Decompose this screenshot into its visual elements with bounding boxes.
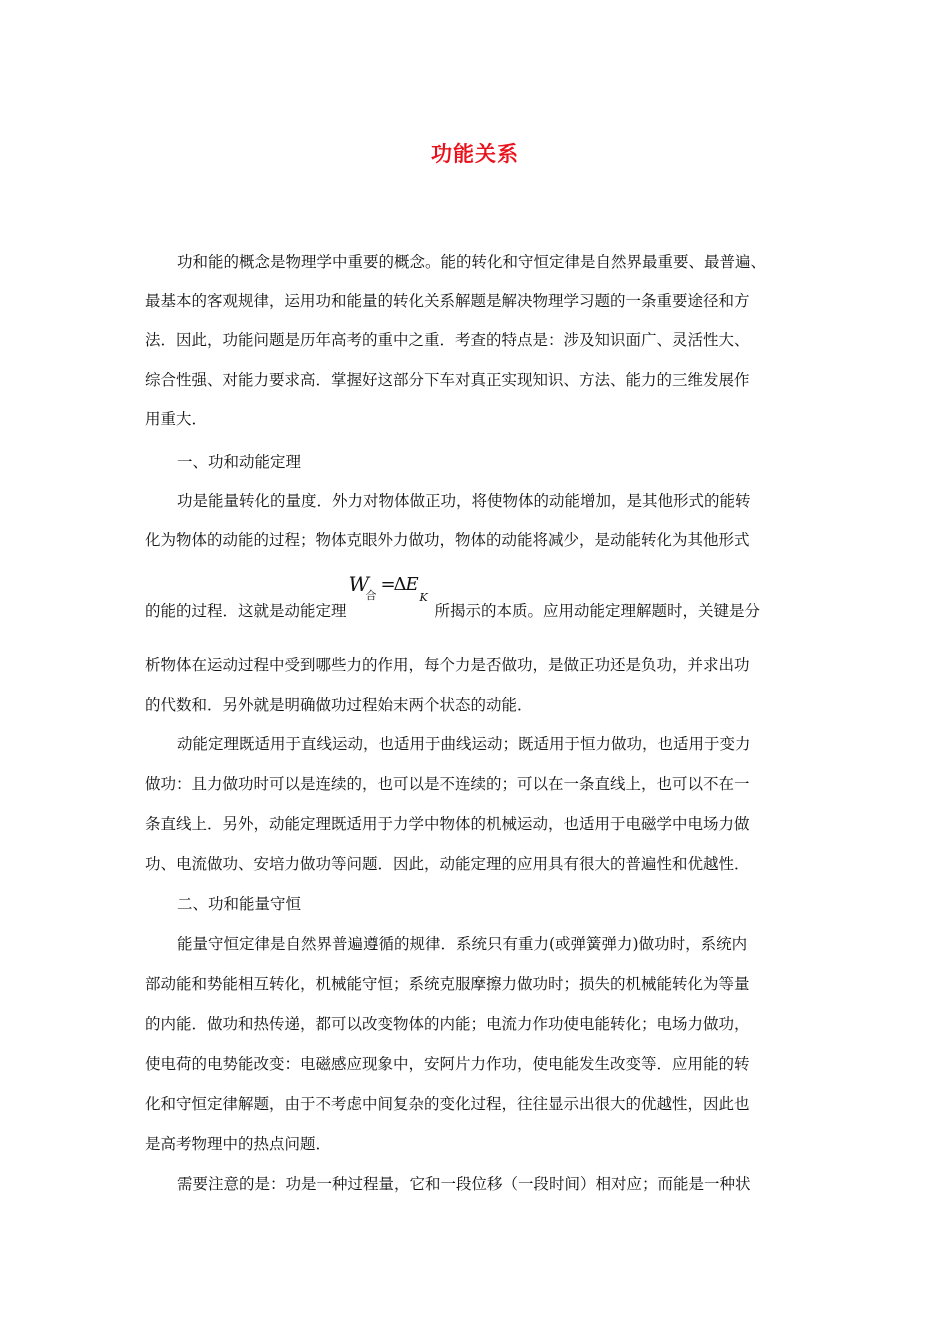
paragraph-line: 的代数和．另外就是明确做功过程始末两个状态的动能．: [145, 696, 533, 714]
paragraph-line: 是高考物理中的热点问题．: [145, 1135, 332, 1153]
formula-equals: =: [380, 574, 396, 595]
section-heading: 一、功和动能定理: [177, 453, 302, 471]
formula-line: [145, 572, 761, 621]
paragraph-line: 最基本的客观规律，运用功和能量的转化关系解题是解决物理学习题的一条重要途径和方: [145, 292, 750, 310]
formula-subscript-k: K: [419, 591, 428, 604]
kinetic-energy-theorem-formula: [347, 572, 435, 616]
paragraph-line: 需要注意的是：功是一种过程量，它和一段位移（一段时间）相对应；而能是一种状: [177, 1175, 751, 1193]
paragraph-line: 析物体在运动过程中受到哪些力的作用，每个力是否做功，是做正功还是负功，并求出功: [145, 656, 750, 674]
formula-e: E: [405, 574, 419, 595]
formula-subscript-net: 合: [365, 589, 377, 602]
formula-w: W: [348, 572, 370, 596]
paragraph-line: 做功：且力做功时可以是连续的，也可以是不连续的；可以在一条直线上，也可以不在一: [145, 775, 750, 793]
paragraph-line: 条直线上．另外，动能定理既适用于力学中物体的机械运动，也适用于电磁学中电场力做: [145, 815, 750, 833]
paragraph-line: 功和能的概念是物理学中重要的概念。能的转化和守恒定律是自然界最重要、最普遍、: [177, 253, 767, 271]
paragraph-line: 用重大．: [145, 410, 208, 428]
paragraph-line: 使电荷的电势能改变：电磁感应现象中，安阿片力作功，使电能发生改变等．应用能的转: [145, 1055, 750, 1073]
paragraph-text: 所揭示的本质。应用动能定理解题时，关键是分: [434, 602, 761, 620]
section-heading: 二、功和能量守恒: [177, 895, 302, 913]
paragraph-line: 部动能和势能相互转化，机械能守恒；系统克服摩擦力做功时；损失的机械能转化为等量: [145, 975, 750, 993]
paragraph-line: 的内能．做功和热传递，都可以改变物体的内能；电流力作功使电能转化；电场力做功，: [145, 1015, 750, 1033]
paragraph-line: 功、电流做功、安培力做功等问题．因此，动能定理的应用具有很大的普遍性和优越性．: [145, 855, 750, 873]
paragraph-line: 法．因此，功能问题是历年高考的重中之重．考查的特点是：涉及知识面广、灵活性大、: [145, 331, 750, 349]
paragraph-text: 的能的过程．这就是动能定理: [145, 602, 347, 620]
paragraph-line: 化和守恒定律解题，由于不考虑中间复杂的变化过程，往往显示出很大的优越性，因此也: [145, 1095, 750, 1113]
paragraph-line: 功是能量转化的量度．外力对物体做正功，将使物体的动能增加，是其他形式的能转: [177, 492, 751, 510]
paragraph-line: 能量守恒定律是自然界普遍遵循的规律．系统只有重力(或弹簧弹力)做功时，系统内: [177, 935, 748, 953]
formula-delta: Δ: [393, 574, 407, 595]
page-title: 功能关系: [431, 142, 519, 166]
paragraph-line: 化为物体的动能的过程；物体克眼外力做功，物体的动能将减少，是动能转化为其他形式: [145, 531, 750, 549]
paragraph-line: 综合性强、对能力要求高．掌握好这部分下车对真正实现知识、方法、能力的三维发展作: [145, 371, 750, 389]
paragraph-line: 动能定理既适用于直线运动，也适用于曲线运动；既适用于恒力做功，也适用于变力: [177, 735, 751, 753]
